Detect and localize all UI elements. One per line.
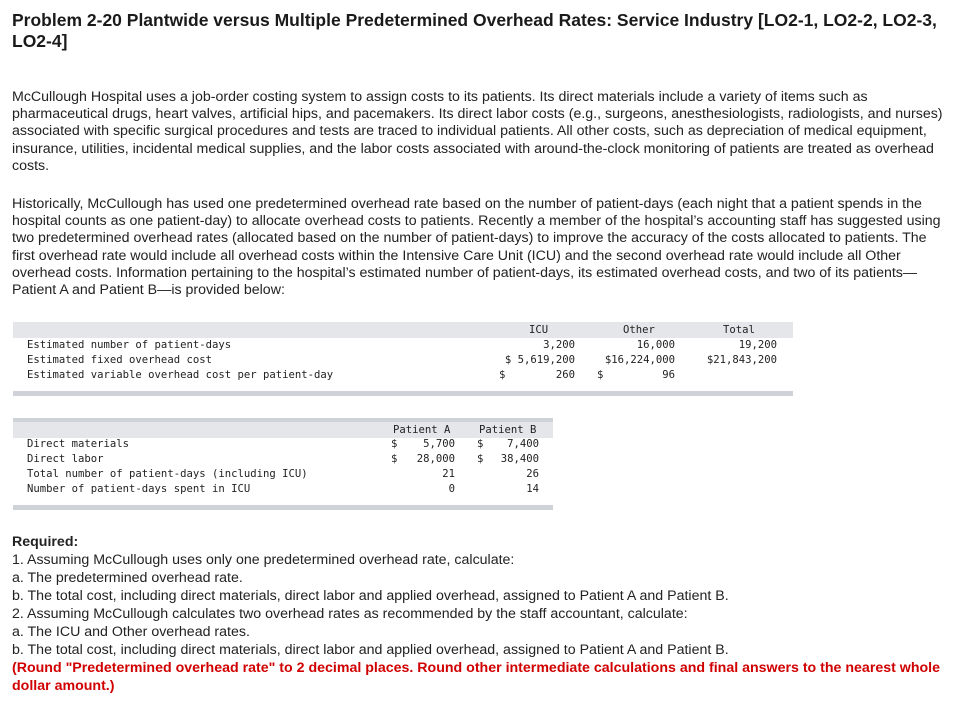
table-bottom-bar bbox=[13, 391, 793, 396]
cell-other: 96 bbox=[662, 369, 675, 381]
required-section bbox=[12, 533, 948, 695]
intro-paragraph: McCullough Hospital uses a job-order costing system to assign costs to its patients. Its direct materials include a variety of items such as pharmaceutical drugs, heart valves, artificial hips, and pacemakers. Its direct labor costs (e.g., surgeons, anesthesiologists, radiologists, and nurses) associated with specific surgical procedures and tests are traced to individual patients. All other costs, such as depreciation of medical equipment, insurance, utilities, incidental medical supplies, and the labor costs associated with around-the-clock monitoring of patients are treated as overhead costs. bbox=[12, 89, 943, 174]
dollar-sign: $ bbox=[499, 369, 506, 381]
cell-icu: 3,200 bbox=[543, 339, 575, 351]
cell-other: $16,224,000 bbox=[604, 354, 675, 366]
rounding-note: (Round "Predetermined overhead rate" to 2 decimal places. Round other intermediate calculations and final answers to the nearest whole dollar amount.) bbox=[12, 660, 940, 694]
table-bottom-bar bbox=[13, 505, 553, 510]
cell-patient-b: 14 bbox=[526, 483, 539, 495]
table-row bbox=[13, 452, 553, 467]
cell-other: 16,000 bbox=[636, 339, 675, 351]
row-label: Direct materials bbox=[27, 438, 130, 450]
cell-total: $21,843,200 bbox=[706, 354, 777, 366]
dollar-sign: $ bbox=[391, 438, 398, 450]
history-paragraph: Historically, McCullough has used one predetermined overhead rate based on the number of patient-days (each night that a patient spends in the hospital counts as one patient-day) to allocate overhead costs to patients. Recently a member of the hospital’s accounting staff has suggested using two predetermined overhead rates (allocated based on the number of patient-days) to improve the accuracy of the costs allocated to patients. The first overhead rate would include all overhead costs within the Intensive Care Unit (ICU) and the second overhead rate would include all Other overhead costs. Information pertaining to the hospital’s estimated number of patient-days, its estimated overhead costs, and two of its patients—Patient A and Patient B—is provided below: bbox=[12, 196, 941, 299]
cell-patient-b: 38,400 bbox=[500, 453, 539, 465]
table-header-row bbox=[13, 423, 553, 438]
row-label: Number of patient-days spent in ICU bbox=[27, 483, 251, 495]
dollar-sign: $ bbox=[597, 369, 604, 381]
dollar-sign: $ bbox=[477, 438, 484, 450]
required-line: 1. Assuming McCullough uses only one predetermined overhead rate, calculate: bbox=[12, 552, 515, 568]
required-line: a. The ICU and Other overhead rates. bbox=[12, 624, 250, 640]
overhead-estimates-table bbox=[13, 322, 793, 396]
patient-data-table bbox=[13, 418, 553, 510]
cell-patient-a: 28,000 bbox=[416, 453, 455, 465]
required-heading: Required: bbox=[12, 534, 79, 550]
header-total: Total bbox=[723, 324, 755, 336]
header-icu: ICU bbox=[529, 324, 549, 336]
header-patient-b: Patient B bbox=[479, 424, 537, 436]
row-label: Direct labor bbox=[27, 453, 104, 465]
header-other: Other bbox=[623, 324, 655, 336]
required-line: b. The total cost, including direct materials, direct labor and applied overhead, assigned to Patient A and Patient B. bbox=[12, 588, 729, 604]
table-row bbox=[13, 437, 553, 452]
row-label: Estimated number of patient-days bbox=[27, 339, 232, 351]
cell-patient-a: 0 bbox=[448, 483, 455, 495]
cell-total: 19,200 bbox=[738, 339, 777, 351]
cell-icu: $ 5,619,200 bbox=[504, 354, 575, 366]
row-label: Estimated variable overhead cost per patient-day bbox=[27, 369, 334, 381]
table-row bbox=[13, 467, 553, 482]
cell-patient-b: 26 bbox=[526, 468, 539, 480]
table-row bbox=[13, 368, 793, 383]
table-row bbox=[13, 353, 793, 368]
row-label: Estimated fixed overhead cost bbox=[27, 354, 212, 366]
table-row bbox=[13, 482, 553, 497]
cell-patient-a: 5,700 bbox=[423, 438, 455, 450]
header-patient-a: Patient A bbox=[393, 424, 451, 436]
required-line: b. The total cost, including direct materials, direct labor and applied overhead, assigned to Patient A and Patient B. bbox=[12, 642, 729, 658]
dollar-sign: $ bbox=[477, 453, 484, 465]
cell-patient-a: 21 bbox=[442, 468, 455, 480]
required-line: 2. Assuming McCullough calculates two overhead rates as recommended by the staff accountant, calculate: bbox=[12, 606, 688, 622]
required-line: a. The predetermined overhead rate. bbox=[12, 570, 243, 586]
cell-icu: 260 bbox=[555, 369, 575, 381]
cell-patient-b: 7,400 bbox=[507, 438, 539, 450]
row-label: Total number of patient-days (including ICU) bbox=[27, 468, 308, 480]
table-header-row bbox=[13, 323, 793, 338]
problem-title: Problem 2-20 Plantwide versus Multiple Predetermined Overhead Rates: Service Industry [LO2-1, LO2-2, LO2-3, LO2-4] bbox=[12, 10, 937, 51]
dollar-sign: $ bbox=[391, 453, 398, 465]
table-row bbox=[13, 338, 793, 353]
